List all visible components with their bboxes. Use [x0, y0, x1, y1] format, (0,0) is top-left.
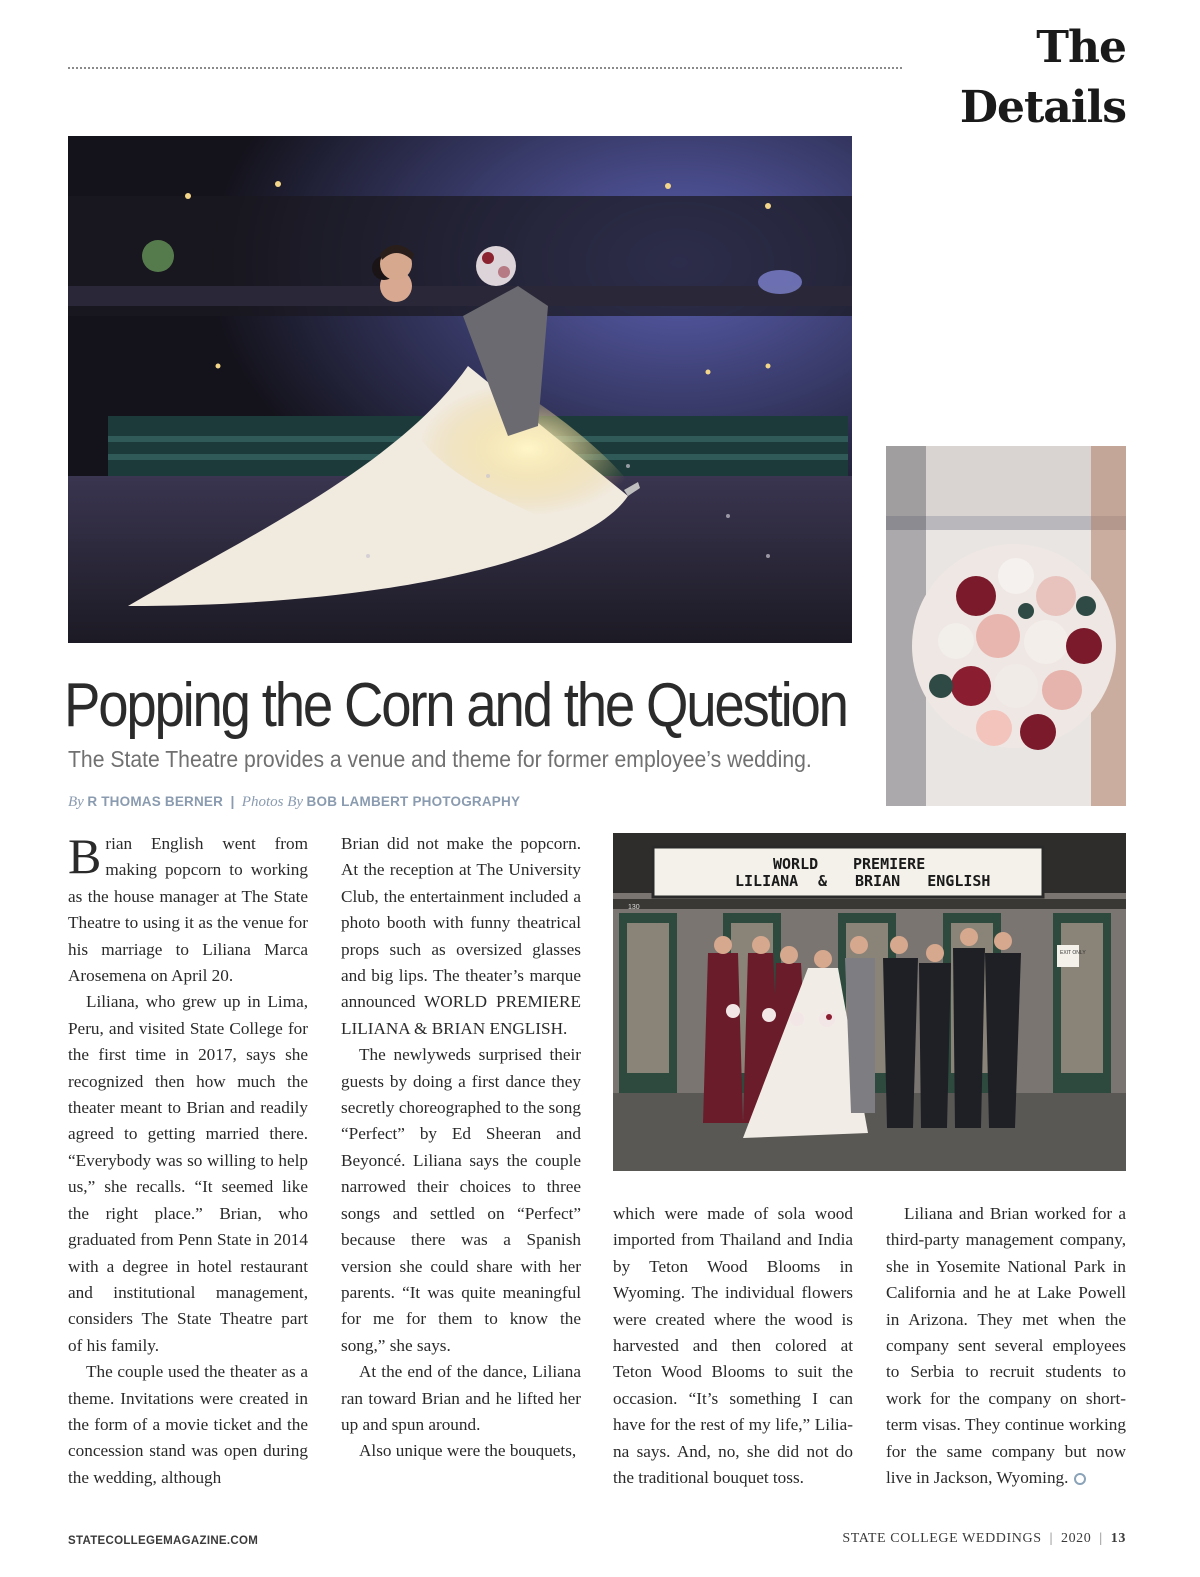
footer-publication: STATE COLLEGE WEDDINGS — [842, 1531, 1042, 1546]
paragraph-7: Liliana and Brian worked for a third-party management company, she in Yosemite National Park in California and he at Lake Powell in Arizona. They met when the company sent several employees to Serbia to recruit students to work for the company on short-term visas. They continue working for the same company but now live in Jackson, Wyoming. — [886, 1204, 1126, 1488]
body-column-4 — [886, 1201, 1126, 1491]
byline-by-label: By — [68, 794, 84, 810]
byline-separator: | — [226, 793, 239, 809]
footer-folio: STATE COLLEGE WEDDINGS | 2020 | 13 — [842, 1531, 1126, 1546]
paragraph-3-cont: Brian did not make the popcorn. At the reception at The University Club, the entertainment included a photo booth with funny theatrical props such as oversized glasses and big lips. The theater’s marque announced WORLD PREMIERE LILIANA & BRIAN ENGLISH. — [341, 834, 581, 1038]
paragraph-6: Also unique were the bouquets, — [359, 1441, 577, 1461]
marquee-world: WORLD — [773, 855, 819, 873]
marquee-brian-english: BRIAN ENGLISH — [855, 872, 991, 890]
deck: The State Theatre provides a venue and theme for former employee’s wedding. — [68, 746, 812, 772]
headline: Popping the Corn and the Question — [64, 671, 847, 740]
dropcap: B — [68, 828, 102, 884]
paragraph-2: Liliana, who grew up in Lima, Peru, and visited State College for the first time in 2017, says she recognized then how much the theater meant to Brian and readily agreed to getting married there. “Everybody was so willing to help us,” she recalls. “It seemed like the right place.” Brian, who graduated from Penn State in 2014 with a degree in hotel restaurant and institutional management, considers The State Theatre part of his family. — [68, 992, 308, 1355]
footer-year: 2020 — [1060, 1531, 1092, 1546]
body-column-2 — [341, 831, 581, 1465]
section-title: The Details — [959, 22, 1126, 133]
exit-only-sign: EXIT ONLY — [1060, 950, 1086, 956]
page-number: 13 — [1110, 1531, 1126, 1546]
bouquet-photo — [886, 446, 1126, 806]
marquee-premiere: PREMIERE — [853, 855, 926, 873]
stage-dance-photo — [68, 136, 852, 643]
byline — [68, 790, 628, 814]
byline-author: R THOMAS BERNER — [87, 794, 224, 809]
byline-photographer: BOB LAMBERT PHOTOGRAPHY — [306, 794, 521, 809]
header-rule — [68, 67, 902, 69]
paragraph-1: Brian English went from making popcorn to working as the house manager at The State Theatre to using it as the venue for his marriage to Liliana Marca Arosemena on April 20. — [68, 828, 308, 986]
footer-website: STATECOLLEGEMAGAZINE.COM — [68, 1535, 259, 1547]
marquee-liliana: LILIANA — [735, 872, 799, 890]
end-mark-icon — [1074, 1473, 1086, 1485]
wedding-party-photo — [613, 833, 1126, 1171]
paragraph-3: The couple used the theater as a theme. Invitations were created in the form of a movie ticket and the concession stand was open during the wedding, although — [68, 1362, 308, 1487]
body-column-1 — [68, 828, 308, 1491]
body-column-3 — [613, 1201, 853, 1491]
paragraph-5: At the end of the dance, Liliana ran toward Brian and he lifted her up and spun around. — [341, 1362, 581, 1434]
marquee-ampersand: & — [818, 872, 828, 890]
byline-photos-label: Photos By — [241, 794, 304, 810]
door-number: 130 — [628, 904, 640, 911]
paragraph-4: The newlyweds surprised their guests by doing a first dance they secretly choreographed to the song “Perfect” by Ed Sheeran and Beyoncé. Liliana says the couple narrowed their choices to three songs and settled on “Perfect” because there was a Spanish version she could share with her parents. “It was quite meaningful for me for them to know the song,” she says. — [341, 1045, 581, 1355]
paragraph-6-cont: which were made of sola wood imported from Thailand and India by Teton Wood Blooms in Wyoming. The individual flowers were created where the wood is harvested and then colored at Teton Wood Blooms to suit the occasion. “It’s something I can have for the rest of my life,” Liliana says. And, no, she did not do the traditional bouquet toss. — [613, 1204, 853, 1488]
